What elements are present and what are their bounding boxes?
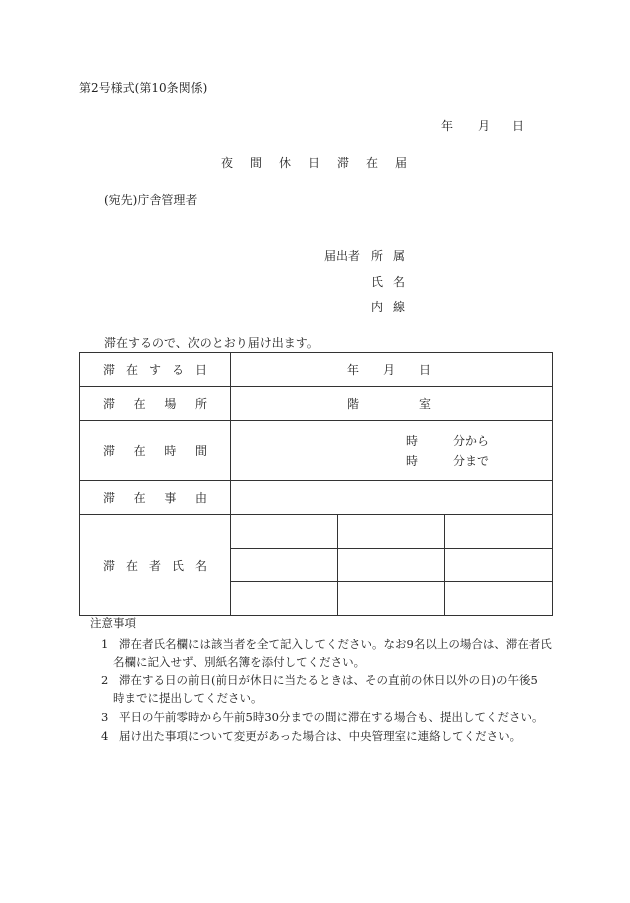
row-stayer-names [80, 515, 553, 549]
floor-label: 階 [347, 397, 360, 411]
row-stay-place [80, 387, 553, 421]
note-text: 滞在する日の前日(前日が休日に当たるときは、その直前の休日以外の日)の午後5 [119, 673, 538, 687]
stay-date-month: 月 [383, 363, 396, 377]
stay-reason-field[interactable] [231, 481, 553, 515]
name-char: 氏 [371, 275, 384, 289]
extension-char: 内 [371, 300, 384, 314]
stayer-name-cell[interactable] [231, 549, 338, 582]
stayer-name-cell[interactable] [445, 515, 553, 549]
date-year: 年 [441, 119, 454, 133]
stay-date-year: 年 [347, 363, 360, 377]
room-label: 室 [419, 397, 432, 411]
applicant-label: 届出者 [324, 249, 361, 263]
intro-text: 滞在するので、次のとおり届け出ます。 [104, 336, 319, 350]
note-text: 届け出た事項について変更があった場合は、中央管理室に連絡してください。 [119, 729, 522, 743]
title-char: 滞 [337, 156, 350, 170]
label-stay-place: 滞 在 場 所 [80, 387, 231, 421]
stayer-name-cell[interactable] [231, 582, 338, 616]
label-stay-date: 滞 在 す る 日 [80, 353, 231, 387]
label-stay-time: 滞 在 時 間 [80, 421, 231, 481]
start-hour-label: 時 [406, 434, 419, 448]
title-char: 休 [279, 156, 292, 170]
stayer-name-cell[interactable] [338, 582, 445, 616]
affiliation-char: 所 [371, 249, 384, 263]
affiliation-char: 属 [393, 249, 406, 263]
stayer-name-cell[interactable] [445, 582, 553, 616]
stay-time-field[interactable] [231, 421, 553, 481]
title-char: 届 [395, 156, 408, 170]
extension-char: 線 [393, 300, 406, 314]
note-number: 2 [101, 673, 109, 687]
name-char: 名 [393, 275, 406, 289]
note-text: 名欄に記入せず、別紙名簿を添付してください。 [113, 655, 366, 669]
label-stayer-names: 滞 在 者 氏 名 [80, 515, 231, 616]
note-text: 滞在者氏名欄には該当者を全て記入してください。なお9名以上の場合は、滞在者氏 [119, 637, 552, 651]
note-number: 3 [101, 710, 109, 724]
row-stay-reason [80, 481, 553, 515]
end-minute-label: 分まで [453, 454, 490, 468]
stayer-name-cell[interactable] [231, 515, 338, 549]
note-number: 4 [101, 729, 109, 743]
row-stay-date [80, 353, 553, 387]
title-char: 夜 [221, 156, 234, 170]
note-number: 1 [101, 637, 109, 651]
stay-date-field[interactable] [231, 353, 553, 387]
date-month: 月 [478, 119, 491, 133]
end-hour-label: 時 [406, 454, 419, 468]
stayer-name-cell[interactable] [445, 549, 553, 582]
title-char: 間 [250, 156, 263, 170]
stay-place-field[interactable] [231, 387, 553, 421]
form-number: 第2号様式(第10条関係) [79, 81, 208, 95]
label-stay-reason: 滞 在 事 由 [80, 481, 231, 515]
stayer-name-cell[interactable] [338, 549, 445, 582]
title-char: 在 [366, 156, 379, 170]
stay-form-table [79, 352, 553, 616]
addressee: (宛先)庁舎管理者 [104, 193, 198, 207]
start-minute-label: 分から [453, 434, 490, 448]
note-text: 時までに提出してください。 [113, 691, 263, 705]
note-text: 平日の午前零時から午前5時30分までの間に滞在する場合も、提出してください。 [119, 710, 544, 724]
stay-date-day: 日 [419, 363, 432, 377]
row-stay-time [80, 421, 553, 481]
stayer-name-cell[interactable] [338, 515, 445, 549]
notes-heading: 注意事項 [90, 616, 136, 630]
title-char: 日 [308, 156, 321, 170]
date-day: 日 [512, 119, 525, 133]
